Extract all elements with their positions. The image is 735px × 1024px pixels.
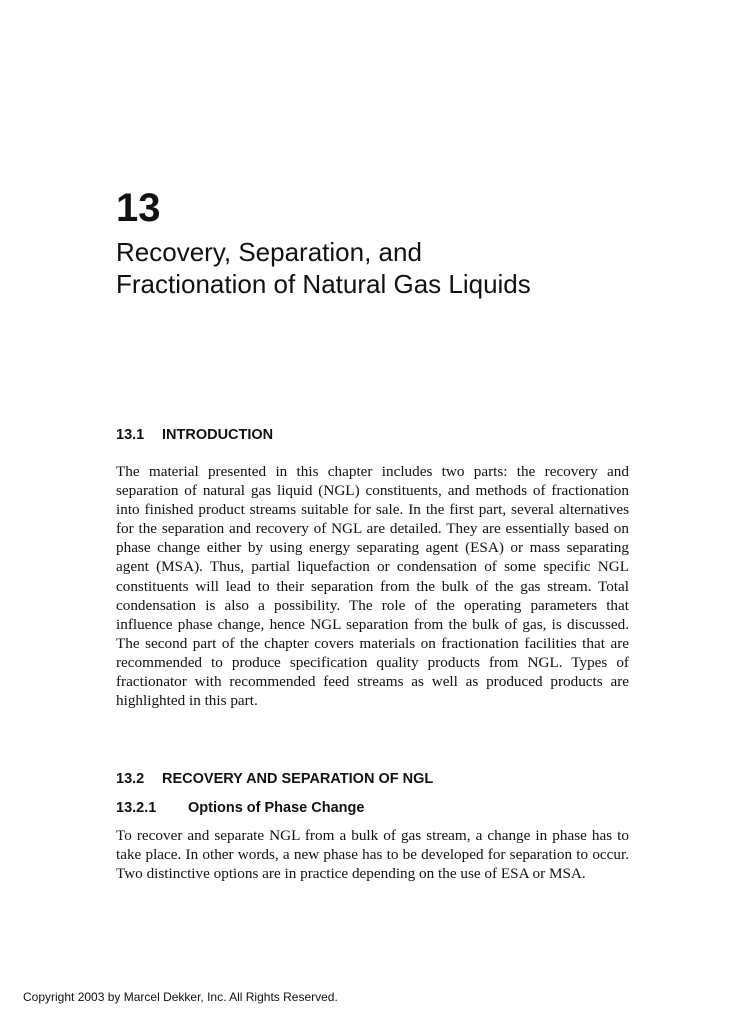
subsection-heading-options-phase-change (116, 799, 364, 817)
subsection-title: Options of Phase Change (188, 800, 365, 816)
copyright-footer: Copyright 2003 by Marcel Dekker, Inc. All Rights Reserved. (23, 990, 338, 1004)
chapter-number: 13 (116, 186, 161, 230)
chapter-title-line-2: Fractionation of Natural Gas Liquids (116, 269, 531, 299)
phase-change-paragraph: To recover and separate NGL from a bulk of gas stream, a change in phase has to take place. In other words, a new phase has to be developed for separation to occur. Two distinctive options are in practice depending on the use of ESA or MSA. (116, 827, 629, 883)
section-heading-recovery-separation (116, 770, 433, 788)
section-number: 13.2 (116, 771, 145, 787)
section-heading-introduction (116, 426, 273, 444)
subsection-number: 13.2.1 (116, 800, 157, 816)
chapter-title-line-1: Recovery, Separation, and (116, 237, 422, 267)
section-number: 13.1 (116, 427, 145, 443)
introduction-paragraph: The material presented in this chapter includes two parts: the recovery and separation of natural gas liquid (NGL) constituents, and methods of fractionation into finished product streams suitable for sale. In the first part, several alternatives for the separation and recovery of NGL are detailed. They are essentially based on phase change either by using energy separating agent (ESA) or mass separating agent (MSA). Thus, partial liquefaction or condensation of some specific NGL constituents will lead to their separation from the bulk of the gas stream. Total condensation is also a possibility. The role of the operating parameters that influence phase change, hence NGL separation from the bulk of gas, is discussed. The second part of the chapter covers materials on fractionation facilities that are recommended to produce specification quality products from NGL. Types of fractionator with recommended feed streams as well as produced products are highlighted in this part. (116, 463, 629, 710)
section-title: INTRODUCTION (162, 427, 274, 443)
chapter-title (116, 236, 676, 300)
section-title: RECOVERY AND SEPARATION OF NGL (162, 771, 434, 787)
